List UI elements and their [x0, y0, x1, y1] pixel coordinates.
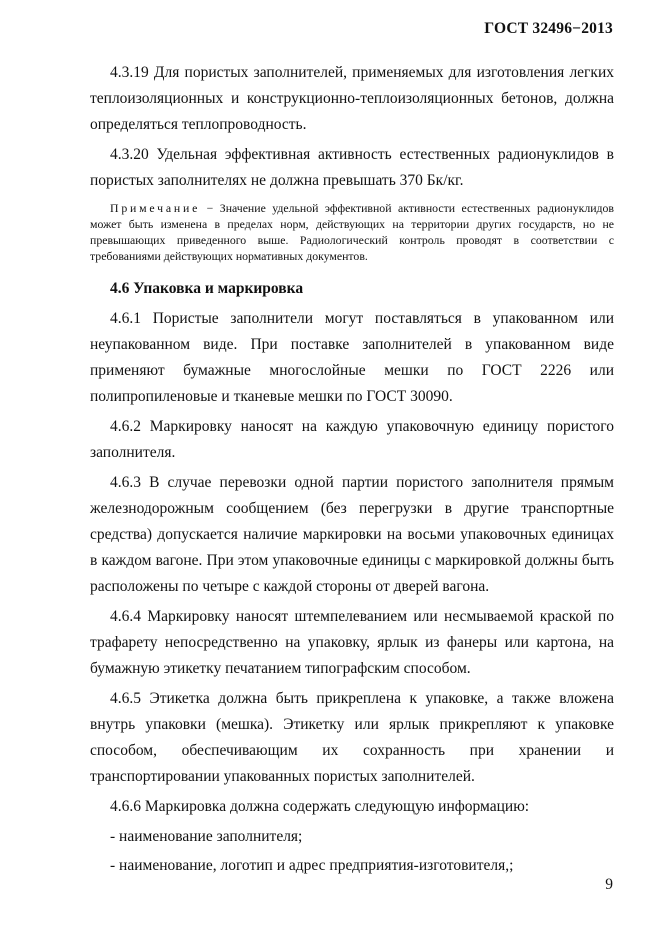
- note: [90, 200, 614, 264]
- paragraph-4-3-19: 4.3.19 Для пористых заполнителей, применяемых для изготовления легких теплоизоляционных и конструкционно-теплоизоляционных бетонов, должна определяться теплопроводность.: [90, 64, 614, 133]
- paragraph-4-6-1: 4.6.1 Пористые заполнители могут поставляться в упакованном или неупакованном виде. При поставке заполнителей в упакованном виде применяют бумажные многослойные мешки по ГОСТ 2226 или полипропиленовые и тканевые мешки по ГОСТ 30090.: [90, 310, 614, 405]
- paragraph-4-6-6: 4.6.6 Маркировка должна содержать следующую информацию:: [110, 798, 530, 815]
- paragraph-4-6-2: 4.6.2 Маркировку наносят на каждую упаковочную единицу пористого заполнителя.: [90, 418, 614, 461]
- note-text: Значение удельной эффективной активности естественных радионуклидов может быть изменена в пределах норм, действующих на территории других государств, но не превышающих приведенного выше. Радиологический контроль проводят в соответствии с требованиями действующих нормативных документов.: [90, 201, 614, 263]
- list-item: - наименование, логотип и адрес предприятия-изготовителя,;: [110, 857, 514, 874]
- list-item: - наименование заполнителя;: [110, 828, 303, 845]
- paragraph-4-6-4: 4.6.4 Маркировку наносят штемпелеванием или несмываемой краской по трафарету непосредственно на упаковку, ярлык из фанеры или картона, на бумажную этикетку печатанием типографским способом.: [90, 608, 614, 677]
- paragraph-4-3-20: 4.3.20 Удельная эффективная активность естественных радионуклидов в пористых заполнителях не должна превышать 370 Бк/кг.: [90, 146, 614, 189]
- section-title: 4.6 Упаковка и маркировка: [110, 280, 304, 297]
- page-number: 9: [605, 876, 613, 893]
- note-dash: −: [200, 201, 220, 215]
- document-body: [90, 60, 614, 882]
- document-code-header: ГОСТ 32496−2013: [484, 20, 613, 37]
- paragraph-4-6-3: 4.6.3 В случае перевозки одной партии пористого заполнителя прямым железнодорожным сообщением (без перегрузки в другие транспортные средства) допускается наличие маркировки на восьми упаковочных единицах в каждом вагоне. При этом упаковочные единицы с маркировкой должны быть расположены по четыре с каждой стороны от дверей вагона.: [90, 474, 614, 595]
- paragraph-4-6-5: 4.6.5 Этикетка должна быть прикреплена к упаковке, а также вложена внутрь упаковки (мешка). Этикетку или ярлык прикрепляют к упаковке способом, обеспечивающим их сохранность при хранении и транспортировании упакованных пористых заполнителей.: [90, 690, 614, 785]
- note-label: Примечание: [110, 201, 201, 215]
